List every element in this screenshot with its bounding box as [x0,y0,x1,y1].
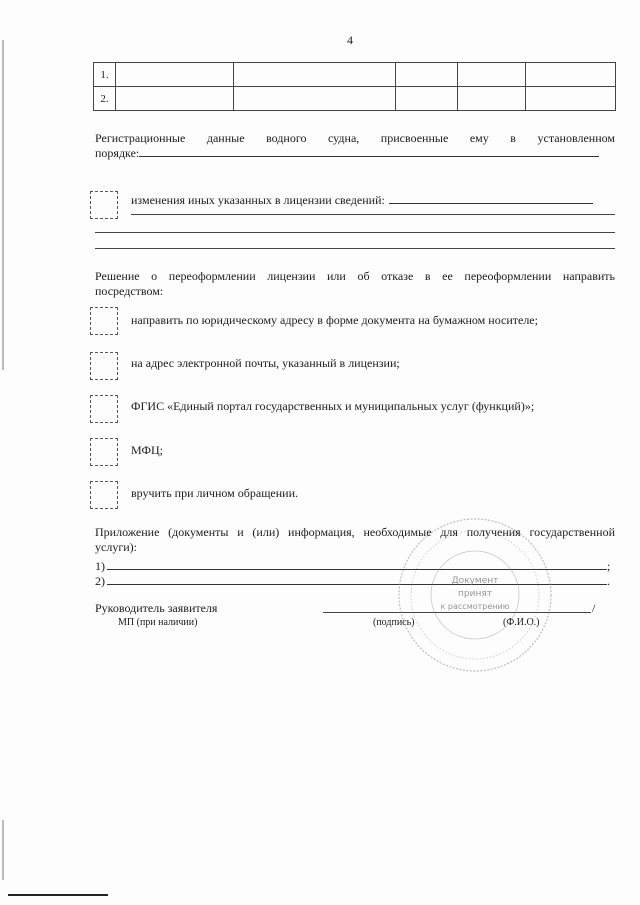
signature-slash: / [592,601,596,615]
attachments-line: Приложение (документы и (или) информация, необходимые для получения государственной [95,525,615,539]
attachment-number: 2) [95,574,105,588]
scan-bottom-mark [8,894,108,896]
signature-head: Руководитель заявителя [95,601,218,615]
table-cell[interactable] [396,87,458,111]
option-label-email: на адрес электронной почты, указанный в лицензии; [131,356,400,370]
page-number: 4 [347,33,353,47]
option-label-mfc: МФЦ; [131,443,163,457]
vessel-table [93,62,616,111]
other-changes-line[interactable] [95,232,615,233]
other-changes-line[interactable] [131,214,615,215]
attachments-line: услуги): [95,540,137,554]
round-stamp [395,515,555,675]
table-cell[interactable] [458,87,526,111]
row-number: 2. [94,87,116,111]
decision-line: Решение о переоформлении лицензии или об отказе в ее переоформлении направить [95,269,615,283]
table-cell[interactable] [396,63,458,87]
table-row [94,87,616,111]
option-checkbox-email[interactable] [90,352,118,380]
attachment-number: 1) [95,559,105,573]
stamp-text: принят [458,589,492,599]
table-cell[interactable] [234,63,396,87]
table-cell[interactable] [458,63,526,87]
attachment-end: ; [607,559,611,573]
registration-line: Регистрационные данные водного судна, присвоенные ему в установленном [95,131,615,145]
option-label-portal: ФГИС «Единый портал государственных и муниципальных услуг (функций)»; [131,399,535,413]
other-changes-row [131,193,593,208]
name-caption: (Ф.И.О.) [503,617,540,628]
registration-paragraph [95,131,615,161]
table-cell[interactable] [116,63,234,87]
table-cell[interactable] [234,87,396,111]
table-row [94,63,616,87]
stamp-note: МП (при наличии) [118,617,198,628]
attachment-end: . [607,574,610,588]
scan-edge-mark [2,40,4,370]
sign-caption: (подпись) [373,617,415,628]
other-changes-checkbox[interactable] [90,191,118,219]
other-changes-field[interactable] [389,203,593,204]
stamp-text: Документ [451,576,499,586]
table-cell[interactable] [526,63,616,87]
option-checkbox-in-person[interactable] [90,481,118,509]
option-checkbox-portal[interactable] [90,395,118,423]
table-cell[interactable] [116,87,234,111]
registration-field[interactable] [139,156,599,157]
scan-edge-mark [2,820,4,880]
other-changes-line[interactable] [95,248,615,249]
decision-paragraph [95,269,615,299]
option-checkbox-mfc[interactable] [90,438,118,466]
option-checkbox-legal-address[interactable] [90,307,118,335]
stamp-text: к рассмотрению [440,602,510,611]
decision-line: посредством: [95,284,164,298]
registration-order-label: порядке: [95,146,140,160]
option-label-legal-address: направить по юридическому адресу в форме документа на бумажном носителе; [131,313,538,327]
table-cell[interactable] [526,87,616,111]
other-changes-label: изменения иных указанных в лицензии сведений: [131,193,385,207]
row-number: 1. [94,63,116,87]
option-label-in-person: вручить при личном обращении. [131,486,299,500]
